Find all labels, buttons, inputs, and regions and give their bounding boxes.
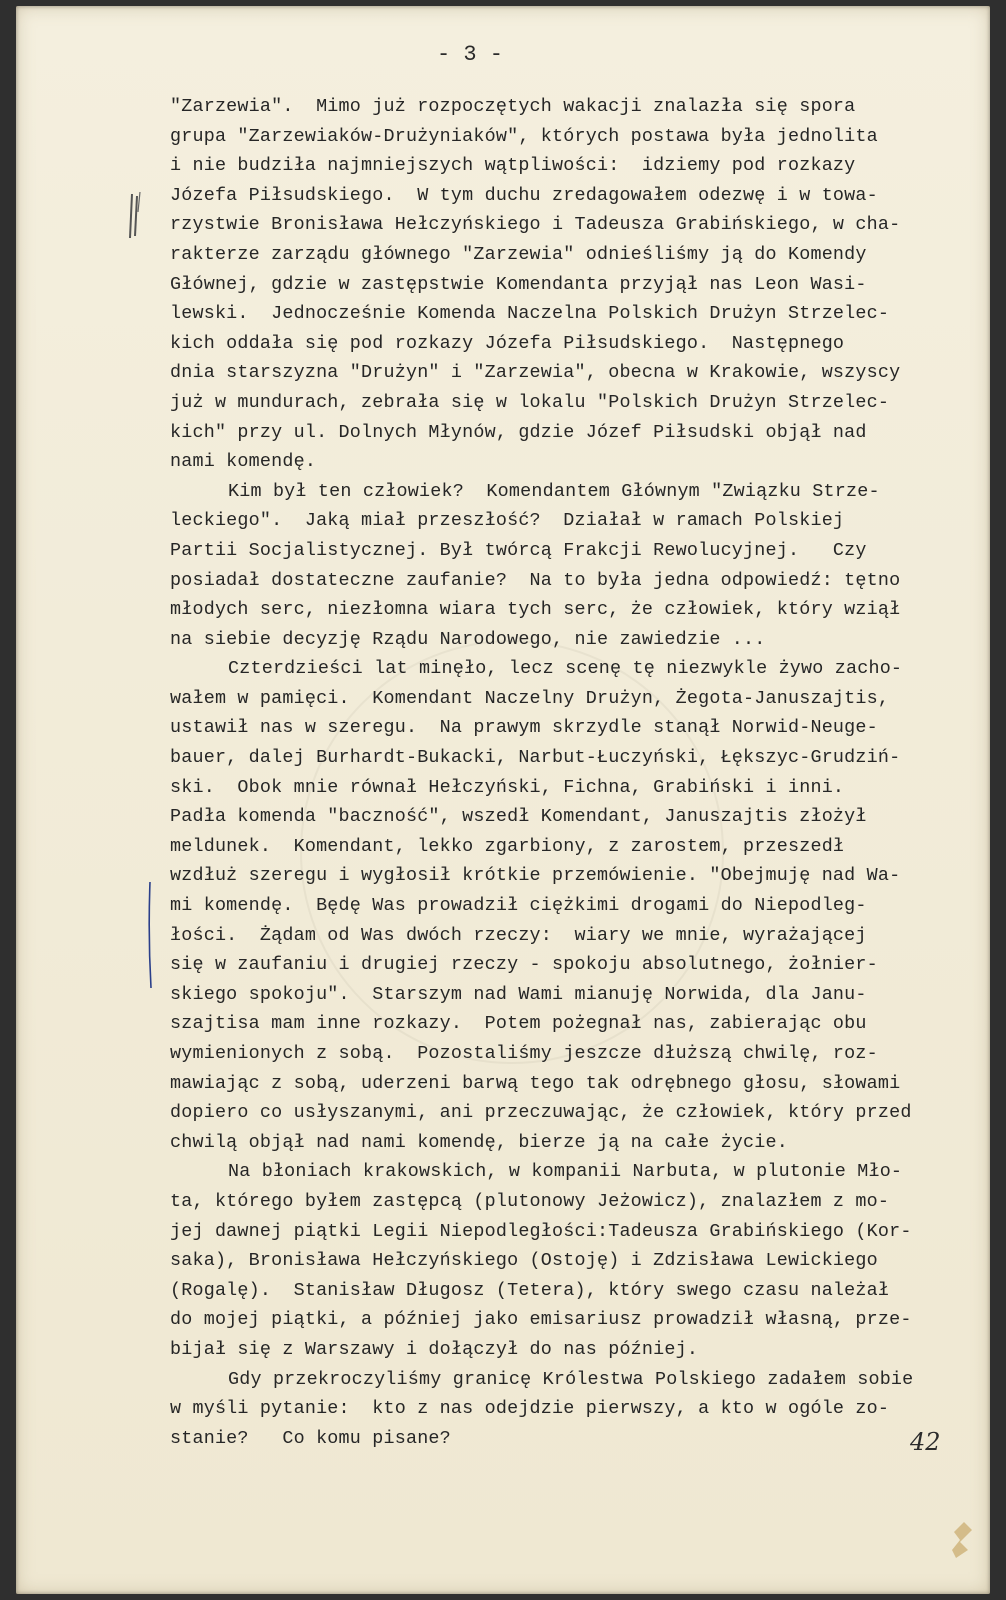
text-line: saka), Bronisława Hełczyńskiego (Ostoję) i Zdzisława Lewickiego [170, 1250, 878, 1272]
text-line: (Rogalę). Stanisław Długosz (Tetera), który swego czasu należał [170, 1279, 890, 1301]
text-line: leckiego". Jaką miał przeszłość? Działał w ramach Polskiej [170, 510, 845, 532]
text-line: skiego spokoju". Starszym nad Wami mianuję Norwida, dla Janu- [170, 983, 867, 1005]
text-line: młodych serc, niezłomna wiara tych serc, że człowiek, który wziął [170, 599, 901, 621]
torn-corner-icon [946, 1520, 976, 1560]
text-line: wzdłuż szeregu i wygłosił krótkie przemówienie. "Obejmuję nad Wa- [170, 865, 901, 887]
text-line: do mojej piątki, a później jako emisariusz prowadził własną, prze- [170, 1309, 912, 1331]
text-line: ski. Obok mnie równał Hełczyński, Fichna, Grabiński i inni. [170, 776, 845, 798]
text-line: już w mundurach, zebrała się w lokalu "Polskich Drużyn Strzelec- [170, 391, 890, 413]
margin-pencil-mark-icon [128, 192, 142, 240]
text-line: Padła komenda "baczność", wszedł Komendant, Januszajtis złożył [170, 806, 867, 828]
text-line: rzystwie Bronisława Hełczyńskiego i Tadeusza Grabińskiego, w cha- [170, 214, 901, 236]
text-line: wymienionych z sobą. Pozostaliśmy jeszcze dłuższą chwilę, roz- [170, 1043, 878, 1064]
text-line: Józefa Piłsudskiego. W tym duchu zredagowałem odezwę i w towa- [170, 184, 878, 206]
text-line: kich" przy ul. Dolnych Młynów, gdzie Józef Piłsudski objął nad [170, 421, 867, 443]
text-line: meldunek. Komendant, lekko zgarbiony, z zarostem, przeszedł [170, 835, 845, 857]
text-line: Na błoniach krakowskich, w kompanii Narbuta, w plutonie Mło- [228, 1161, 903, 1183]
text-line: posiadał dostateczne zaufanie? Na to była jedna odpowiedź: tętno [170, 569, 901, 591]
text-line: mi komendę. Będę Was prowadził ciężkimi drogami do Niepodleg- [170, 895, 867, 917]
text-line: chwilą objął nad nami komendę, bierze ją na całe życie. [170, 1131, 788, 1153]
text-line: mawiając z sobą, uderzeni barwą tego tak odrębnego głosu, słowami [170, 1072, 901, 1094]
text-line: lewski. Jednocześnie Komenda Naczelna Polskich Drużyn Strzelec- [170, 303, 890, 325]
text-line: rakterze zarządu głównego "Zarzewia" odnieśliśmy ją do Komendy [170, 243, 867, 265]
text-line: ta, którego byłem zastępcą (plutonowy Jeżowicz), znalazłem z mo- [170, 1190, 890, 1212]
text-line: jej dawnej piątki Legii Niepodległości:Tadeusza Grabińskiego (Kor- [170, 1220, 912, 1242]
margin-ink-line-icon [146, 880, 154, 990]
text-line: Czterdzieści lat minęło, lecz scenę tę niezwykle żywo zacho- [228, 658, 903, 680]
text-line: stanie? Co komu pisane? [170, 1427, 451, 1449]
text-line: dnia starszyzna "Drużyn" i "Zarzewia", obecna w Krakowie, wszyscy [170, 362, 901, 384]
text-line: nami komendę. [170, 451, 317, 473]
handwritten-page-number: 42 [910, 1428, 941, 1456]
text-line: ustawił nas w szeregu. Na prawym skrzydle stanął Norwid-Neuge- [170, 717, 878, 739]
text-line: w myśli pytanie: kto z nas odejdzie pierwszy, a kto w ogóle zo- [170, 1398, 890, 1420]
body-text [170, 92, 970, 1453]
text-line: i nie budziła najmniejszych wątpliwości: idziemy pod rozkazy [170, 155, 856, 177]
text-line: kich oddała się pod rozkazy Józefa Piłsudskiego. Następnego [170, 332, 845, 354]
page-number: - 3 - [436, 42, 503, 67]
text-line: grupa "Zarzewiaków-Drużyniaków", których postawa była jednolita [170, 125, 878, 147]
text-line: dopiero co usłyszanymi, ani przeczuwając, że człowiek, który przed [170, 1102, 912, 1124]
text-line: na siebie decyzję Rządu Narodowego, nie zawiedzie ... [170, 628, 766, 650]
text-line: Głównej, gdzie w zastępstwie Komendanta przyjął nas Leon Wasi- [170, 273, 867, 295]
text-line: "Zarzewia". Mimo już rozpoczętych wakacji znalazła się spora [170, 96, 856, 117]
text-line: szajtisa mam inne rozkazy. Potem pożegnał nas, zabierając obu [170, 1013, 867, 1035]
text-line: Kim był ten człowiek? Komendantem Głównym "Związku Strze- [228, 480, 880, 502]
text-line: Gdy przekroczyliśmy granicę Królestwa Polskiego zadałem sobie [228, 1368, 914, 1390]
text-line: bauer, dalej Burhardt-Bukacki, Narbut-Łuczyński, Łększyc-Grudziń- [170, 747, 901, 769]
text-line: wałem w pamięci. Komendant Naczelny Drużyn, Żegota-Januszajtis, [170, 687, 890, 709]
text-line: łości. Żądam od Was dwóch rzeczy: wiary we mnie, wyrażającej [170, 924, 867, 946]
text-line: bijał się z Warszawy i dołączył do nas później. [170, 1338, 699, 1360]
text-line: Partii Socjalistycznej. Był twórcą Frakcji Rewolucyjnej. Czy [170, 539, 867, 561]
text-line: się w zaufaniu i drugiej rzeczy - spokoju absolutnego, żołnier- [170, 954, 878, 976]
